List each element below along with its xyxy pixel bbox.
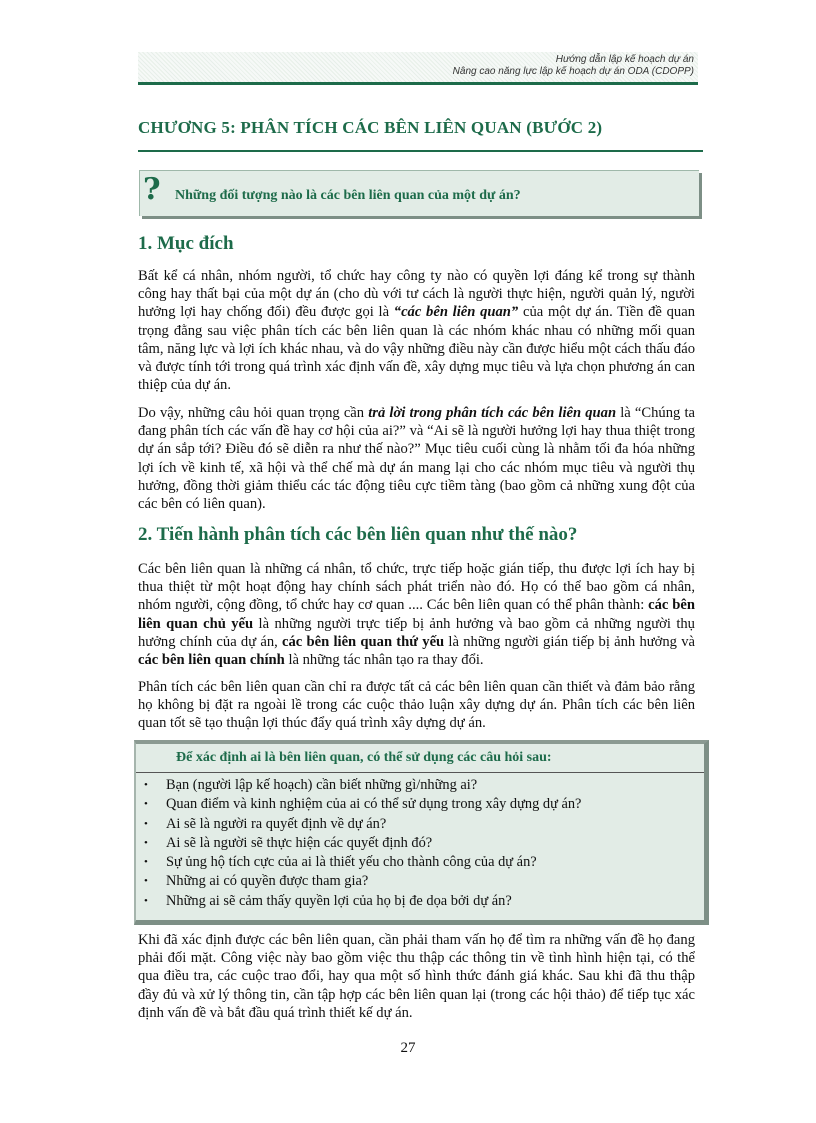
list-item <box>136 834 581 853</box>
question-mark-icon: ? <box>143 172 161 207</box>
list-item <box>136 795 581 814</box>
closing-paragraph: Khi đã xác định được các bên liên quan, cần phải tham vấn họ để tìm ra những vấn đề họ đang phải đối mặt. Công việc này bao gồm việc thu thập các thông tin về tình hình hiện tại, có thể qua điều tra, các cuộc trao đổi, hay qua một số hình thức đánh giá khác. Sau khi đã thu thập đầy đủ và xử lý thông tin, cần tập hợp các bên liên quan lại (trong các hội thảo) để tiếp tục xác định vấn đề và bắt đầu quá trình thiết kế dự án. <box>138 932 695 1021</box>
list-item-text: Quan điểm và kinh nghiệm của ai có thể sử dụng trong xây dựng dự án? <box>166 796 582 813</box>
text-run: là những người trực tiếp bị ảnh hưởng và bao gồm cả những người thụ hưởng chính của dự án, <box>138 615 695 650</box>
text-run: Do vậy, những câu hỏi quan trọng cần <box>138 405 369 421</box>
bullet-icon: • <box>144 817 148 830</box>
chapter-divider <box>138 150 703 152</box>
bullet-icon: • <box>144 779 148 791</box>
section-1-heading: 1. Mục đích <box>138 233 234 254</box>
question-callout <box>139 170 699 216</box>
bullet-icon: • <box>144 875 148 888</box>
list-item <box>136 776 581 795</box>
term-key-stakeholders: các bên liên quan chính <box>138 652 285 669</box>
list-item <box>136 872 581 891</box>
section-1-paragraph-1 <box>138 267 695 394</box>
questions-box-divider <box>136 772 704 773</box>
emphasis-analysis: trả lời trong phân tích các bên liên quan <box>368 405 617 421</box>
list-item-text: Bạn (người lập kế hoạch) cần biết những gì/những ai? <box>166 777 478 793</box>
bullet-icon: • <box>144 798 148 811</box>
text-run: là những người gián tiếp bị ảnh hưởng và <box>444 633 695 650</box>
text-run: của một dự án. Tiền đề quan trọng đằng sau việc phân tích các bên liên quan là các nhóm khác nhau có những mối quan tâm, năng lực và lợi ích khác nhau, và do vậy những điều này cần được hiểu một cách thấu đáo và được tính tới trong quá trình xác định vấn đề, xây dựng mục tiêu và lựa chọn phương án can thiệp của dự án. <box>138 304 696 394</box>
list-item-text: Những ai có quyền được tham gia? <box>166 873 369 890</box>
chapter-title: CHƯƠNG 5: PHÂN TÍCH CÁC BÊN LIÊN QUAN (BƯỚC 2) <box>138 118 603 137</box>
list-item <box>136 892 581 911</box>
bullet-icon: • <box>144 856 148 869</box>
section-1-paragraph-2 <box>138 404 695 513</box>
page-header <box>138 52 698 85</box>
text-run: là những tác nhân tạo ra thay đổi. <box>284 652 484 669</box>
bullet-icon: • <box>144 894 148 907</box>
questions-box <box>134 740 709 925</box>
list-item-text: Ai sẽ là người sẽ thực hiện các quyết định đó? <box>166 834 433 851</box>
list-item <box>136 815 581 834</box>
header-guide-title: Hướng dẫn lập kế hoạch dự án <box>555 54 694 65</box>
emphasis-stakeholders: “các bên liên quan” <box>393 304 519 321</box>
list-item-text: Ai sẽ là người ra quyết định về dự án? <box>166 815 387 832</box>
list-item-text: Sự ủng hộ tích cực của ai là thiết yếu cho thành công của dự án? <box>166 854 537 871</box>
questions-box-title: Để xác định ai là bên liên quan, có thể sử dụng các câu hỏi sau: <box>176 750 552 765</box>
text-run: Bất kể cá nhân, nhóm người, tổ chức hay công ty nào có quyền lợi đáng kể trong sự thành công hay thất bại của một dự án (cho dù với tư cách là người thực hiện, người quản lý, người hưởng lợi hay chống đối) đều được gọi là <box>138 268 695 321</box>
questions-list <box>136 776 581 911</box>
header-project-title: Nâng cao năng lực lập kế hoạch dự án ODA (CDOPP) <box>452 66 694 77</box>
list-item-text: Những ai sẽ cảm thấy quyền lợi của họ bị đe dọa bởi dự án? <box>166 892 512 909</box>
text-run: Các bên liên quan là những cá nhân, tổ chức, trực tiếp hoặc gián tiếp, thu được lợi ích hay bị thua thiệt từ một hoạt động hay chính sách phát triển nào đó. Họ có thể bao gồm cá nhân, nhóm người, cộng đồng, tổ chức hay cơ quan .... Các bên liên quan có thể phân thành: <box>138 561 695 614</box>
text-run: là “Chúng ta đang phân tích các vấn đề hay cơ hội của ai?” và “Ai sẽ là người hưởng lợi hay thua thiệt trong dự án sắp tới? Điều đó sẽ diễn ra như thế nào?” Mục tiêu cuối cùng là nhằm tối đa hóa những lợi ích về kinh tế, xã hội và thể chế mà dự án mang lại cho các nhóm mục tiêu và người thụ hưởng, đồng thời giảm thiểu các tác động tiêu cực tiềm tàng (bao gồm cả những xung đột của các bên có liên quan). <box>138 405 695 513</box>
section-2-heading: 2. Tiến hành phân tích các bên liên quan như thế nào? <box>138 524 578 545</box>
section-2-paragraph-2: Phân tích các bên liên quan cần chỉ ra được tất cả các bên liên quan cần thiết và đảm bảo rằng họ không bị đặt ra ngoài lề trong các cuộc thảo luận xây dựng dự án. Phân tích các bên liên quan tốt sẽ tạo thuận lợi thúc đẩy quá trình xây dựng dự án. <box>138 679 695 732</box>
term-secondary-stakeholders: các bên liên quan thứ yếu <box>282 633 445 650</box>
list-item <box>136 853 581 872</box>
section-2-paragraph-1 <box>138 560 695 669</box>
question-text: Những đối tượng nào là các bên liên quan của một dự án? <box>175 188 521 203</box>
page-number: 27 <box>400 1040 416 1056</box>
bullet-icon: • <box>144 836 148 849</box>
term-primary-stakeholders: các bên liên quan chủ yếu <box>138 597 695 632</box>
